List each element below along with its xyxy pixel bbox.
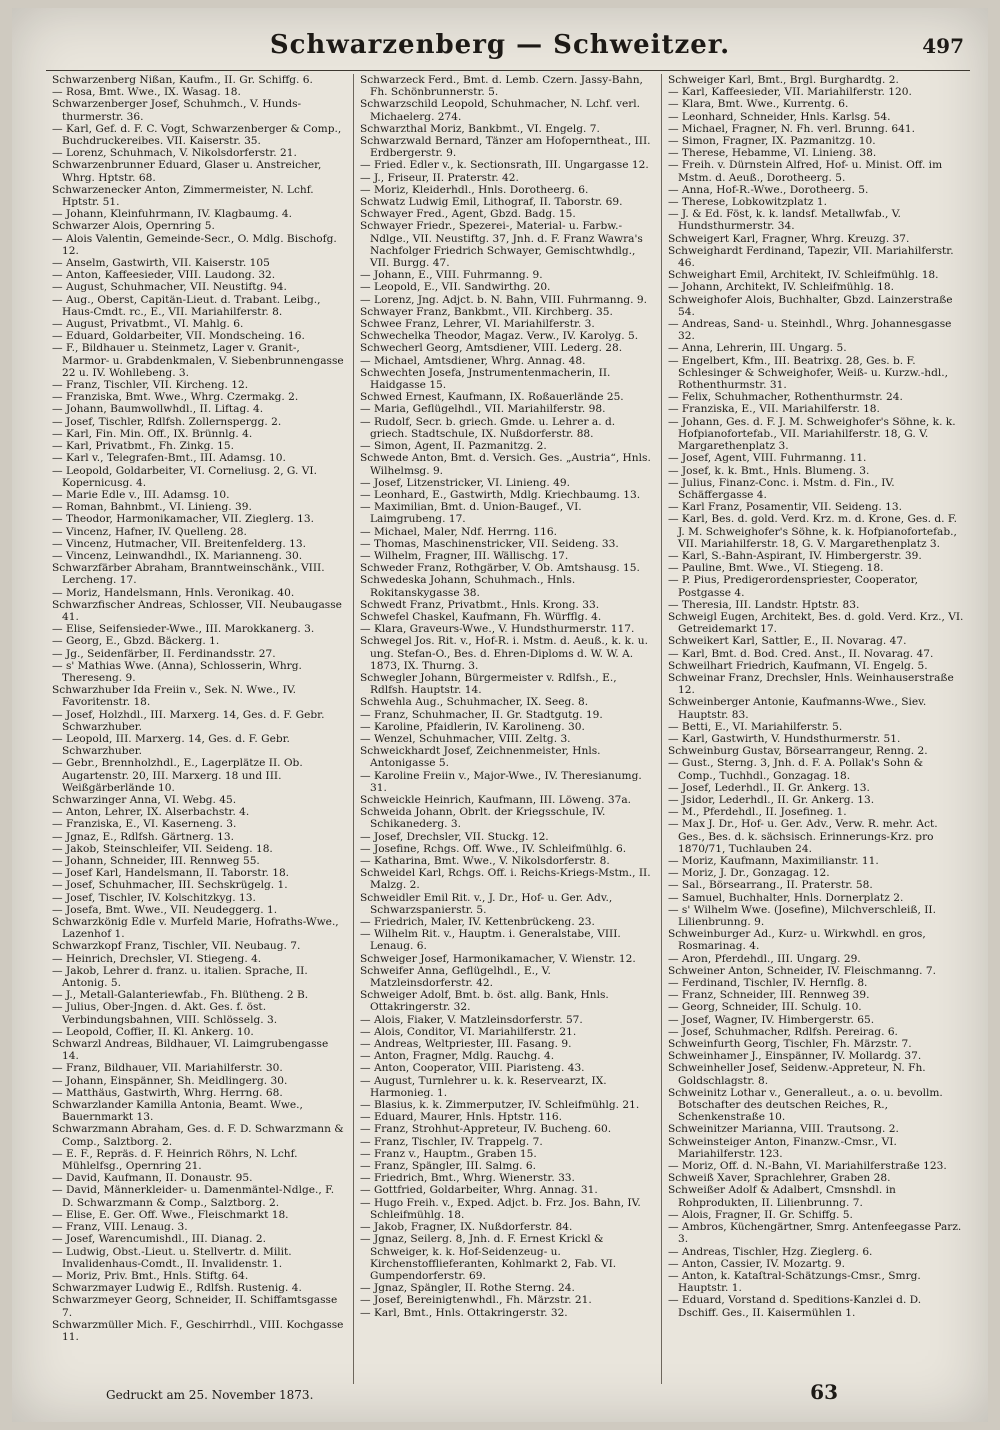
- directory-entry: — Franz, Schuhmacher, II. Gr. Stadtgutg. 19.: [359, 708, 603, 721]
- directory-entry: — Franziska, E., VII. Mariahilferstr. 18.: [667, 403, 880, 416]
- directory-entry: — Josef, Tischler, Rdlfsh. Zollernspergg. 2.: [52, 415, 282, 428]
- directory-entry: — F., Bildhauer u. Steinmetz, Lager v. Granit-, Marmor- u. Grabdenkmalen, V. Siebenbrunnengasse 22 u. IV. Wohllebeng. 3.: [52, 342, 344, 379]
- directory-entry: Schwee Franz, Lehrer, VI. Mariahilferstr. 3.: [359, 318, 595, 331]
- directory-entry: — Ferdinand, Tischler, IV. Hernflg. 8.: [667, 977, 868, 990]
- print-date-note: Gedruckt am 25. November 1873.: [106, 1388, 314, 1402]
- directory-entry: Schweighardt Ferdinand, Tapezir, VII. Mariahilferstr. 46.: [667, 244, 954, 270]
- directory-entry: — Jakob, Steinschleifer, VII. Seideng. 18.: [52, 842, 273, 855]
- directory-entry: — Blasius, k. k. Zimmerputzer, IV. Schleifmühlg. 21.: [359, 1099, 640, 1112]
- directory-entry: — Anton, Cooperator, VIII. Piaristeng. 43.: [359, 1062, 585, 1075]
- directory-entry: — David, Männerkleider- u. Damenmäntel-Ndlge., F. D. Schwarzmann & Comp., Salztborg. 2.: [52, 1184, 335, 1209]
- directory-entry: — Julius, Finanz-Conc. i. Mstm. d. Fin., IV. Schäffergasse 4.: [667, 476, 895, 501]
- directory-entry: — Therese, Lobkowitzplatz 1.: [667, 196, 827, 209]
- directory-entry: — M., Pferdehdl., II. Josefineg. 1.: [667, 806, 847, 819]
- directory-entry: Schwechelka Theodor, Magaz. Verw., IV. Karolyg. 5.: [359, 330, 639, 343]
- directory-entry: — Johann, Ges. d. F. J. M. Schweighofer's Söhne, k. k. Hofpianofortefab., VII. Mariahilferstr. 18, G. V. Margarethenplatz 3.: [667, 415, 956, 453]
- directory-entry: — Anselm, Gastwirth, VII. Kaiserstr. 105: [52, 257, 270, 270]
- directory-entry: Schweilhart Friedrich, Kaufmann, VI. Engelg. 5.: [667, 659, 928, 672]
- directory-entry: Schwarzenberg Nißan, Kaufm., II. Gr. Schiffg. 6.: [52, 74, 313, 86]
- directory-entry: Schweida Johann, Obrlt. der Kriegsschule, IV. Schikanederg. 3.: [359, 806, 606, 831]
- directory-entry: — Eduard, Maurer, Hnls. Hptstr. 116.: [359, 1111, 562, 1124]
- directory-entry: — Johann, Architekt, IV. Schleifmühlg. 18.: [667, 281, 895, 294]
- directory-entry: — Josef, Agent, VIII. Fuhrmanng. 11.: [667, 452, 867, 465]
- directory-entry: — Elise, Seifensieder-Wwe., III. Marokkanerg. 3.: [52, 623, 315, 636]
- directory-entry: — Therese, Hebamme, VI. Linieng. 38.: [667, 147, 877, 160]
- directory-entry: — Hugo Freih. v., Exped. Adjct. b. Frz. Jos. Bahn, IV. Schleifmühlg. 18.: [359, 1196, 641, 1221]
- directory-entry: Schweidler Emil Rit. v., J. Dr., Hof- u. Ger. Adv., Schwarzspanierstr. 5.: [359, 891, 613, 916]
- signature-number: 63: [810, 1380, 838, 1404]
- directory-entry: Schwechten Josefa, Jnstrumentenmacherin, II. Haidgasse 15.: [359, 366, 611, 392]
- directory-entry: Schweinheller Josef, Seidenw.-Appreteur, N. Fh. Goldschlagstr. 8.: [667, 1062, 926, 1087]
- directory-entry: — Josef, Schuhmacher, III. Sechskrügelg. 1.: [52, 879, 288, 892]
- directory-entry: — Wilhelm Rit. v., Hauptm. i. Generalstabe, VIII. Lenaug. 6.: [359, 928, 621, 953]
- directory-entry: — Vincenz, Hutmacher, VII. Breitenfelderg. 13.: [52, 537, 306, 550]
- directory-entry: Schwarzenberger Josef, Schuhmch., V. Hunds-thurmerstr. 36.: [52, 98, 302, 123]
- directory-entry: — Vincenz, Leinwandhdl., IX. Marianneng. 30.: [52, 549, 303, 562]
- directory-entry: — Karl, Gef. d. F. C. Vogt, Schwarzenberger & Comp., Buchdruckereibes. VII. Kaiserstr. 35.: [52, 122, 342, 148]
- directory-entry: — Karl, Kaffeesieder, VII. Mariahilferstr. 120.: [667, 86, 912, 99]
- directory-entry: — Karl, Bmt. d. Bod. Cred. Anst., II. Novarag. 47.: [667, 647, 934, 660]
- directory-entry: Schwarzhuber Ida Freiin v., Sek. N. Wwe., IV. Favoritenstr. 18.: [52, 684, 296, 709]
- directory-entry: — Josef, Drechsler, VII. Stuckg. 12.: [359, 830, 549, 843]
- directory-entry: Schweigert Karl, Fragner, Whrg. Kreuzg. 37.: [667, 232, 910, 245]
- directory-entry: — Moriz, J. Dr., Gonzagag. 12.: [667, 867, 830, 880]
- directory-entry: — Georg, Schneider, III. Schulg. 10.: [667, 1001, 862, 1014]
- directory-entry: — Jgnaz, E., Rdlfsh. Gärtnerg. 13.: [52, 830, 234, 843]
- directory-column-left: [46, 74, 354, 1384]
- directory-entry: Schwedt Franz, Privatbmt., Hnls. Krong. 33.: [359, 598, 600, 611]
- directory-entry: — Friedrich, Maler, IV. Kettenbrückeng. 23.: [359, 916, 595, 929]
- directory-entry: Schweinfurth Georg, Tischler, Fh. Märzstr. 7.: [667, 1038, 912, 1051]
- directory-entry: — Eduard, Goldarbeiter, VII. Mondscheing. 16.: [52, 330, 305, 343]
- directory-entry: — Freih. v. Dürnstein Alfred, Hof- u. Minist. Off. im Mstm. d. Aeuß., Dorotheerg. 5.: [667, 159, 943, 184]
- directory-entry: — Sal., Börsearrang., II. Praterstr. 58.: [667, 879, 873, 892]
- directory-entry: — Karl Franz, Posamentir, VII. Seideng. 13.: [667, 501, 903, 514]
- directory-entry: Schwayer Fred., Agent, Gbzd. Badg. 15.: [359, 208, 576, 221]
- directory-entry: — Engelbert, Kfm., III. Beatrixg. 28, Ges. b. F. Schlesinger & Schweighofer, Weiß- u. Kurzw.-hdl., Rothenthurmstr. 31.: [667, 354, 949, 392]
- page-number: 497: [922, 34, 964, 58]
- directory-entry: Schweiger Adolf, Bmt. b. öst. allg. Bank, Hnls. Ottakringerstr. 32.: [359, 989, 609, 1014]
- directory-entry: — J., Metall-Galanteriewfab., Fh. Blütheng. 2 B.: [52, 989, 309, 1002]
- directory-entry: Schweighofer Alois, Buchhalter, Gbzd. Lainzerstraße 54.: [667, 293, 953, 318]
- directory-entry: Schwarzmeyer Georg, Schneider, II. Schiffamtsgasse 7.: [52, 1294, 338, 1319]
- directory-entry: — Ambros, Küchengärtner, Smrg. Antenfeegasse Parz. 3.: [667, 1221, 962, 1246]
- directory-entry: Schwarzer Alois, Opernring 5.: [52, 220, 215, 233]
- directory-entry: — Aron, Pferdehdl., III. Ungarg. 29.: [667, 952, 861, 965]
- directory-entry: — Fried. Edler v., k. Sectionsrath, III. Ungargasse 12.: [359, 159, 649, 172]
- directory-entry: Schweinburger Ad., Kurz- u. Wirkwhdl. en gros, Rosmarinag. 4.: [667, 928, 926, 953]
- directory-entry: Schwayer Franz, Bankbmt., VII. Kirchberg. 35.: [359, 305, 613, 318]
- directory-entry: Schwarzl Andreas, Bildhauer, VI. Laimgrubengasse 14.: [52, 1038, 329, 1063]
- directory-entry: — Moriz, Kaufmann, Maximilianstr. 11.: [667, 855, 879, 867]
- directory-entry: — Wenzel, Schuhmacher, VIII. Zeltg. 3.: [359, 732, 571, 745]
- directory-entry: — Maria, Geflügelhdl., VII. Mariahilferstr. 98.: [359, 403, 606, 416]
- directory-entry: Schweinar Franz, Drechsler, Hnls. Weinhauserstraße 12.: [667, 671, 954, 697]
- directory-entry: — Lorenz, Jng. Adjct. b. N. Bahn, VIII. Fuhrmanng. 9.: [359, 293, 648, 306]
- directory-entry: — Karl, Bes. d. gold. Verd. Krz. m. d. Krone, Ges. d. F. J. M. Schweighofer's Söhne, k. k. Hofpianofortefab., VII. Mariahilferstr. 18, G. V. Margarethenplatz 3.: [667, 513, 957, 550]
- directory-entry: Schweder Franz, Rothgärber, V. Ob. Amtshausg. 15.: [359, 562, 640, 575]
- directory-entry: — Michael, Maler, Ndf. Herrng. 116.: [359, 525, 557, 538]
- directory-entry: Schwarzmüller Mich. F., Geschirrhdl., VIII. Kochgasse 11.: [52, 1318, 344, 1343]
- directory-entry: — Moriz, Handelsmann, Hnls. Veronikag. 40.: [52, 586, 295, 599]
- directory-entry: — Karoline, Pfaidlerin, IV. Karolineng. 30.: [359, 720, 585, 733]
- directory-entry: — Rudolf, Secr. b. griech. Gmde. u. Lehrer a. d. griech. Stadtschule, IX. Nußdorferstr. 88.: [359, 415, 616, 440]
- directory-entry: — Anna, Lehrerin, III. Ungarg. 5.: [667, 342, 847, 355]
- directory-entry: Schwarzwald Bernard, Tänzer am Hofoperntheat., III. Erdbergerstr. 9.: [359, 135, 651, 160]
- directory-entry: — Theresia, III. Landstr. Hptstr. 83.: [667, 598, 860, 611]
- directory-entry: — Anton, Lehrer, IX. Alserbachstr. 4.: [52, 806, 250, 819]
- directory-entry: Schweiß Xaver, Sprachlehrer, Graben 28.: [667, 1172, 891, 1185]
- directory-entry: Schwedeska Johann, Schuhmach., Hnls. Rokitanskygasse 38.: [359, 574, 576, 599]
- directory-entry: — Eduard, Vorstand d. Speditions-Kanzlei d. D. Dschiff. Ges., II. Kaisermühlen 1.: [667, 1294, 922, 1319]
- directory-entry: Schwede Anton, Bmt. d. Versich. Ges. „Austria“, Hnls. Wilhelmsg. 9.: [359, 452, 651, 477]
- directory-entry: — Leopold, E., VII. Sandwirthg. 20.: [359, 281, 551, 294]
- directory-entry: — Klara, Graveurs-Wwe., V. Hundsthurmerstr. 117.: [359, 623, 635, 636]
- directory-entry: — August, Schuhmacher, VII. Neustiftg. 94.: [52, 281, 287, 294]
- directory-entry: Schweifer Anna, Geflügelhdl., E., V. Matzleinsdorferstr. 42.: [359, 964, 551, 990]
- directory-entry: — Friedrich, Bmt., Whrg. Wienerstr. 33.: [359, 1172, 575, 1185]
- directory-entry: — Alois, Conditor, VI. Mariahilferstr. 21.: [359, 1025, 577, 1038]
- directory-entry: — Samuel, Buchhalter, Hnls. Dornerplatz 2.: [667, 891, 904, 904]
- directory-entry: — Alois Valentin, Gemeinde-Secr., O. Mdlg. Bischofg. 12.: [52, 232, 337, 257]
- directory-entry: — Julius, Ober-Jngen. d. Akt. Ges. f. öst. Verbindungsbahnen, VIII. Schlösselg. 3.: [52, 1001, 278, 1026]
- directory-entry: Schwarzfärber Abraham, Branntweinschänk., VIII. Lercheng. 17.: [52, 562, 325, 587]
- directory-entry: — Franz, Tischler, VII. Kircheng. 12.: [52, 379, 249, 392]
- directory-entry: — Betti, E., VI. Mariahilferstr. 5.: [667, 720, 843, 733]
- directory-entry: — Jgnaz, Seilerg. 8, Jnh. d. F. Ernest Krickl & Schweiger, k. k. Hof-Seidenzeug- u. Kirchenstofflieferanten, Kohlmarkt 2, Fab. VI. Gumpendorferstr. 69.: [359, 1233, 617, 1282]
- directory-entry: — Vincenz, Hafner, IV. Quelleng. 28.: [52, 525, 247, 538]
- directory-entry: — Jakob, Fragner, IX. Nußdorferstr. 84.: [359, 1221, 573, 1234]
- directory-entry: Schwarzlander Kamilla Antonia, Beamt. Wwe., Bauernmarkt 13.: [52, 1099, 303, 1124]
- directory-entry: — Anton, Cassier, IV. Mozartg. 9.: [667, 1257, 845, 1270]
- directory-entry: Schweinitzer Marianna, VIII. Trautsong. 2.: [667, 1123, 899, 1136]
- directory-entry: Schweiner Anton, Schneider, IV. Fleischmanng. 7.: [667, 964, 937, 977]
- header-rule: [46, 70, 970, 71]
- directory-entry: — Franziska, Bmt. Wwe., Whrg. Czermakg. 2.: [52, 391, 299, 404]
- directory-entry: Schweinsteiger Anton, Finanzw.-Cmsr., VI. Mariahilferstr. 123.: [667, 1135, 897, 1160]
- directory-entry: — Michael, Amtsdiener, Whrg. Annag. 48.: [359, 354, 586, 367]
- directory-entry: — Lorenz, Schuhmach, V. Nikolsdorferstr. 21.: [52, 147, 297, 160]
- directory-entry: — Jsidor, Lederhdl., II. Gr. Ankerg. 13.: [667, 793, 875, 806]
- directory-entry: Schwarzenecker Anton, Zimmermeister, N. Lchf. Hptstr. 51.: [52, 183, 314, 209]
- directory-entry: — Franz, Bildhauer, VII. Mariahilferstr. 30.: [52, 1062, 283, 1075]
- directory-entry: — Josef, Bereinigtenwhdl., Fh. Märzstr. 21.: [359, 1294, 592, 1307]
- directory-entry: — Josef, k. k. Bmt., Hnls. Blumeng. 3.: [667, 464, 870, 477]
- directory-entry: — Josef Karl, Handelsmann, II. Taborstr. 18.: [52, 867, 290, 880]
- directory-entry: — Roman, Bahnbmt., VI. Linieng. 39.: [52, 501, 252, 514]
- directory-column-right: [662, 74, 970, 1384]
- directory-entry: — Max J. Dr., Hof- u. Ger. Adv., Verw. R. mehr. Act. Ges., Bes. d. k. sächsisch. Erinnerungs-Krz. pro 1870/71, Tuchlauben 24.: [667, 818, 938, 855]
- directory-entry: — Leopold, III. Marxerg. 14, Ges. d. F. Gebr. Schwarzhuber.: [52, 732, 290, 758]
- directory-column-middle: [354, 74, 662, 1384]
- directory-entry: — s' Mathias Wwe. (Anna), Schlosserin, Whrg. Thereseng. 9.: [52, 659, 302, 684]
- directory-entry: — Andreas, Sand- u. Steinhdl., Whrg. Johannesgasse 32.: [667, 318, 952, 343]
- directory-entry: — Josef, Wagner, IV. Himbergerstr. 65.: [667, 1013, 875, 1026]
- directory-entry: — Franz, Spängler, III. Salmg. 6.: [359, 1160, 536, 1173]
- directory-entry: — Franz, Schneider, III. Rennweg 39.: [667, 989, 870, 1002]
- directory-entry: — s' Wilhelm Wwe. (Josefine), Milchverschleiß, II. Lilienbrunng. 9.: [667, 903, 936, 929]
- directory-entry: — Jgnaz, Spängler, II. Rothe Sterng. 24.: [359, 1282, 575, 1295]
- directory-entry: — David, Kaufmann, II. Donaustr. 95.: [52, 1172, 253, 1185]
- directory-page: [12, 8, 988, 1422]
- directory-entry: — Ludwig, Obst.-Lieut. u. Stellvertr. d. Milit. Invalidenhaus-Comdt., II. Invalidenstr. 1.: [52, 1245, 292, 1270]
- directory-entry: — P. Pius, Predigerordenspriester, Cooperator, Postgasse 4.: [667, 574, 918, 599]
- directory-entry: — Karl, S.-Bahn-Aspirant, IV. Himbergerstr. 39.: [667, 549, 922, 562]
- directory-entry: Schweißer Adolf & Adalbert, Cmsnshdl. in Rohprodukten, II. Lilienbrunng. 7.: [667, 1184, 896, 1209]
- directory-entry: — Moriz, Priv. Bmt., Hnls. Stiftg. 64.: [52, 1269, 249, 1282]
- directory-entry: Schwarzenbrunner Eduard, Glaser u. Anstreicher, Whrg. Hptstr. 68.: [52, 159, 322, 184]
- directory-entry: Schweidel Karl, Rchgs. Off. i. Reichs-Kriegs-Mstm., II. Malzg. 2.: [359, 867, 651, 892]
- directory-entry: — Josef, Schuhmacher, Rdlfsh. Pereirag. 6.: [667, 1025, 898, 1038]
- directory-entry: Schweickhardt Josef, Zeichnenmeister, Hnls. Antonigasse 5.: [359, 745, 601, 770]
- directory-entry: Schweiger Josef, Harmonikamacher, V. Wienstr. 12.: [359, 952, 636, 965]
- directory-entry: — Karl, Fin. Min. Off., IX. Brünnlg. 4.: [52, 427, 253, 440]
- directory-entry: — August, Privatbmt., VI. Mahlg. 6.: [52, 318, 244, 331]
- directory-entry: — Gebr., Brennholzhdl., E., Lagerplätze II. Ob. Augartenstr. 20, III. Marxerg. 18 und III. Weißgärberlände 10.: [52, 757, 303, 794]
- directory-entry: Schweinberger Antonie, Kaufmanns-Wwe., Siev. Hauptstr. 83.: [667, 696, 927, 721]
- directory-entry: Schwarzkönig Edle v. Murfeld Marie, Hofraths-Wwe., Lazenhof 1.: [52, 916, 339, 941]
- directory-entry: — Karl, Privatbmt., Fh. Zinkg. 15.: [52, 440, 234, 453]
- directory-entry: Schweighart Emil, Architekt, IV. Schleifmühlg. 18.: [667, 269, 939, 282]
- directory-entry: — Johann, Baumwollwhdl., II. Liftag. 4.: [52, 403, 264, 416]
- directory-entry: — Alois, Fiaker, V. Matzleinsdorferstr. 57.: [359, 1013, 583, 1026]
- directory-entry: — Johann, E., VIII. Fuhrmanng. 9.: [359, 269, 543, 282]
- directory-entry: — Johann, Einspänner, Sh. Meidlingerg. 30.: [52, 1074, 288, 1087]
- directory-entry: — Josef, Holzhdl., III. Marxerg. 14, Ges. d. F. Gebr. Schwarzhuber.: [52, 708, 325, 733]
- directory-entry: — Leopold, Goldarbeiter, VI. Corneliusg. 2, G. VI. Kopernicusg. 4.: [52, 464, 317, 489]
- directory-entry: — Maximilian, Bmt. d. Union-Baugef., VI. Laimgrubeng. 17.: [359, 501, 582, 526]
- directory-entry: — J. & Ed. Föst, k. k. landsf. Metallwfab., V. Hundsthurmerstr. 34.: [667, 208, 901, 233]
- directory-entry: Schwayer Friedr., Spezerei-, Material- u. Farbw.-Ndlge., VII. Neustiftg. 37, Jnh. d. F. Franz Wawra's Nachfolger Friedrich Schwayer, Gemischtwhdlg., VII. Burgg. 47.: [359, 220, 643, 270]
- directory-entry: — Theodor, Harmonikamacher, VII. Zieglerg. 13.: [52, 513, 314, 526]
- directory-entry: Schwegler Johann, Bürgermeister v. Rdlfsh., E., Rdlfsh. Hauptstr. 14.: [359, 671, 617, 697]
- directory-entry: — Klara, Bmt. Wwe., Kurrentg. 6.: [667, 98, 849, 111]
- directory-entry: — Josef, Tischler, IV. Kolschitzkyg. 13.: [52, 891, 256, 904]
- directory-entry: Schwegel Jos. Rit. v., Hof-R. i. Mstm. d. Aeuß., k. k. u. ung. Stefan-O., Bes. d. Ehren-Diploms d. W. W. A. 1873, IX. Thurng. 3.: [359, 635, 648, 672]
- directory-entry: Schweiger Karl, Bmt., Brgl. Burghardtg. 2.: [667, 74, 899, 86]
- directory-entry: Schweinburg Gustav, Börsearrangeur, Renng. 2.: [667, 745, 928, 758]
- directory-entry: — Michael, Fragner, N. Fh. verl. Brunng. 641.: [667, 122, 915, 135]
- directory-entry: — Karl, Bmt., Hnls. Ottakringerstr. 32.: [359, 1306, 568, 1319]
- page-title: Schwarzenberg — Schweitzer.: [269, 30, 731, 60]
- directory-entry: — Karl v., Telegrafen-Bmt., III. Adamsg. 10.: [52, 452, 286, 465]
- directory-entry: — Johann, Kleinfuhrmann, IV. Klagbaumg. 4.: [52, 208, 292, 221]
- directory-entry: — Simon, Fragner, IX. Pazmanitzg. 10.: [667, 135, 876, 148]
- directory-entry: — Johann, Schneider, III. Rennweg 55.: [52, 855, 260, 867]
- directory-entry: Schwed Ernest, Kaufmann, IX. Roßauerlände 25.: [359, 391, 624, 404]
- directory-entry: — Elise, E. Ger. Off. Wwe., Fleischmarkt 18.: [52, 1208, 289, 1221]
- directory-entry: — Jg., Seidenfärber, II. Ferdinandsstr. 27.: [52, 647, 276, 660]
- directory-entry: — Andreas, Tischler, Hzg. Zieglerg. 6.: [667, 1245, 873, 1258]
- directory-entry: — Anton, k. Kataſtral-Schätzungs-Cmsr., Smrg. Hauptstr. 1.: [667, 1269, 921, 1295]
- directory-entry: — Josefine, Rchgs. Off. Wwe., IV. Schleifmühlg. 6.: [359, 842, 627, 855]
- directory-entry: — Gust., Sterng. 3, Jnh. d. F. A. Pollak's Sohn & Comp., Tuchhdl., Gonzagag. 18.: [667, 757, 924, 782]
- directory-entry: — Moriz, Off. d. N.-Bahn, VI. Mariahilferstraße 123.: [667, 1160, 947, 1173]
- directory-entry: Schwarzschild Leopold, Schuhmacher, N. Lchf. verl. Michaelerg. 274.: [359, 98, 641, 123]
- directory-entry: Schweikert Karl, Sattler, E., II. Novarag. 47.: [667, 635, 907, 648]
- directory-entry: — Wilhelm, Fragner, III. Wällischg. 17.: [359, 549, 569, 562]
- directory-entry: — Andreas, Weltpriester, III. Fasang. 9.: [359, 1038, 572, 1051]
- directory-entry: Schweigl Eugen, Architekt, Bes. d. gold. Verd. Krz., VI. Getreidemarkt 17.: [667, 610, 964, 636]
- directory-entry: — Josef, Litzenstricker, VI. Linieng. 49.: [359, 476, 570, 489]
- directory-entry: Schwefel Chaskel, Kaufmann, Fh. Würfflg. 4.: [359, 610, 602, 623]
- directory-entry: — Leonhard, E., Gastwirth, Mdlg. Kriechbaumg. 13.: [359, 488, 641, 501]
- directory-entry: — Moriz, Kleiderhdl., Hnls. Dorotheerg. 6.: [359, 183, 589, 196]
- directory-entry: — Pauline, Bmt. Wwe., VI. Stiegeng. 18.: [667, 562, 884, 575]
- directory-entry: — August, Turnlehrer u. k. k. Reservearzt, IX. Harmonieg. 1.: [359, 1074, 607, 1099]
- directory-entry: — Gottfried, Goldarbeiter, Whrg. Annag. 31.: [359, 1184, 598, 1197]
- directory-entry: — Anton, Kaffeesieder, VIII. Laudong. 32.: [52, 269, 276, 282]
- page-header: [12, 30, 988, 64]
- directory-entry: — Felix, Schuhmacher, Rothenthurmstr. 24.: [667, 391, 903, 404]
- directory-columns: [46, 74, 970, 1384]
- directory-entry: — Jakob, Lehrer d. franz. u. italien. Sprache, II. Antonig. 5.: [52, 964, 308, 990]
- directory-entry: — Karoline Freiin v., Major-Wwe., IV. Theresianumg. 31.: [359, 769, 642, 794]
- directory-entry: — Leonhard, Schneider, Hnls. Karlsg. 54.: [667, 110, 891, 123]
- directory-entry: — Simon, Agent, II. Pazmanitzg. 2.: [359, 440, 547, 453]
- directory-entry: — Franz, Tischler, IV. Trappelg. 7.: [359, 1135, 543, 1148]
- directory-entry: Schwecherl Georg, Amtsdiener, VIII. Lederg. 28.: [359, 342, 623, 355]
- directory-entry: — Franz v., Hauptm., Graben 15.: [359, 1147, 537, 1160]
- directory-entry: — Leopold, Coffier, II. Kl. Ankerg. 10.: [52, 1025, 254, 1038]
- directory-entry: Schwehla Aug., Schuhmacher, IX. Seeg. 8.: [359, 696, 589, 709]
- directory-entry: Schwarzinger Anna, VI. Webg. 45.: [52, 793, 237, 806]
- directory-entry: — Karl, Gastwirth, V. Hundsthurmerstr. 51.: [667, 732, 901, 745]
- directory-entry: Schweinhamer J., Einspänner, IV. Mollardg. 37.: [667, 1050, 922, 1063]
- directory-entry: — Franz, VIII. Lenaug. 3.: [52, 1221, 188, 1234]
- directory-entry: — Aug., Oberst, Capitän-Lieut. d. Trabant. Leibg., Haus-Cmdt. rc., E., VII. Mariahilferstr. 8.: [52, 293, 321, 318]
- directory-entry: Schwarzkopf Franz, Tischler, VII. Neubaug. 7.: [52, 940, 301, 953]
- directory-entry: — Anton, Fragner, Mdlg. Rauchg. 4.: [359, 1050, 555, 1063]
- directory-entry: — Marie Edle v., III. Adamsg. 10.: [52, 488, 230, 501]
- directory-entry: Schweinitz Lothar v., Generalleut., a. o. u. bevollm. Botschafter des deutschen Reiches, R., Schenkenstraße 10.: [667, 1086, 943, 1124]
- directory-entry: — E. F., Repräs. d. F. Heinrich Röhrs, N. Lchf. Mühlelfsg., Opernring 21.: [52, 1147, 298, 1173]
- directory-entry: Schwarzfischer Andreas, Schlosser, VII. Neubaugasse 41.: [52, 598, 342, 623]
- directory-entry: — Heinrich, Drechsler, VI. Stiegeng. 4.: [52, 952, 262, 965]
- directory-entry: — Josef, Lederhdl., II. Gr. Ankerg. 13.: [667, 781, 870, 794]
- directory-entry: — Rosa, Bmt. Wwe., IX. Wasag. 18.: [52, 86, 241, 99]
- directory-entry: Schwarzmayer Ludwig E., Rdlfsh. Rustenig. 4.: [52, 1282, 302, 1295]
- directory-entry: Schweickle Heinrich, Kaufmann, III. Löweng. 37a.: [359, 793, 632, 806]
- directory-entry: Schwarzthal Moriz, Bankbmt., VI. Engelg. 7.: [359, 122, 600, 135]
- directory-entry: — J., Friseur, II. Praterstr. 42.: [359, 171, 519, 184]
- directory-entry: — Katharina, Bmt. Wwe., V. Nikolsdorferstr. 8.: [359, 855, 610, 867]
- directory-entry: — Georg, E., Gbzd. Bäckerg. 1.: [52, 635, 220, 648]
- directory-entry: Schwatz Ludwig Emil, Lithograf, II. Taborstr. 69.: [359, 196, 623, 209]
- directory-entry: — Franz, Strohhut-Appreteur, IV. Bucheng. 60.: [359, 1123, 612, 1136]
- directory-entry: — Josefa, Bmt. Wwe., VII. Neudeggerg. 1.: [52, 903, 278, 916]
- directory-entry: — Franziska, E., VI. Kaserneng. 3.: [52, 818, 237, 831]
- directory-entry: — Matthäus, Gastwirth, Whrg. Herrng. 68.: [52, 1086, 283, 1099]
- directory-entry: — Thomas, Maschinenstricker, VII. Seideng. 33.: [359, 537, 619, 550]
- directory-entry: Schwarzmann Abraham, Ges. d. F. D. Schwarzmann & Comp., Salztborg. 2.: [52, 1123, 344, 1148]
- directory-entry: — Anna, Hof-R.-Wwe., Dorotheerg. 5.: [667, 183, 869, 196]
- directory-entry: Schwarzeck Ferd., Bmt. d. Lemb. Czern. Jassy-Bahn, Fh. Schönbrunnerstr. 5.: [359, 74, 643, 99]
- directory-entry: — Alois, Fragner, II. Gr. Schiffg. 5.: [667, 1208, 853, 1221]
- directory-entry: — Josef, Warencumishdl., III. Dianag. 2.: [52, 1233, 266, 1246]
